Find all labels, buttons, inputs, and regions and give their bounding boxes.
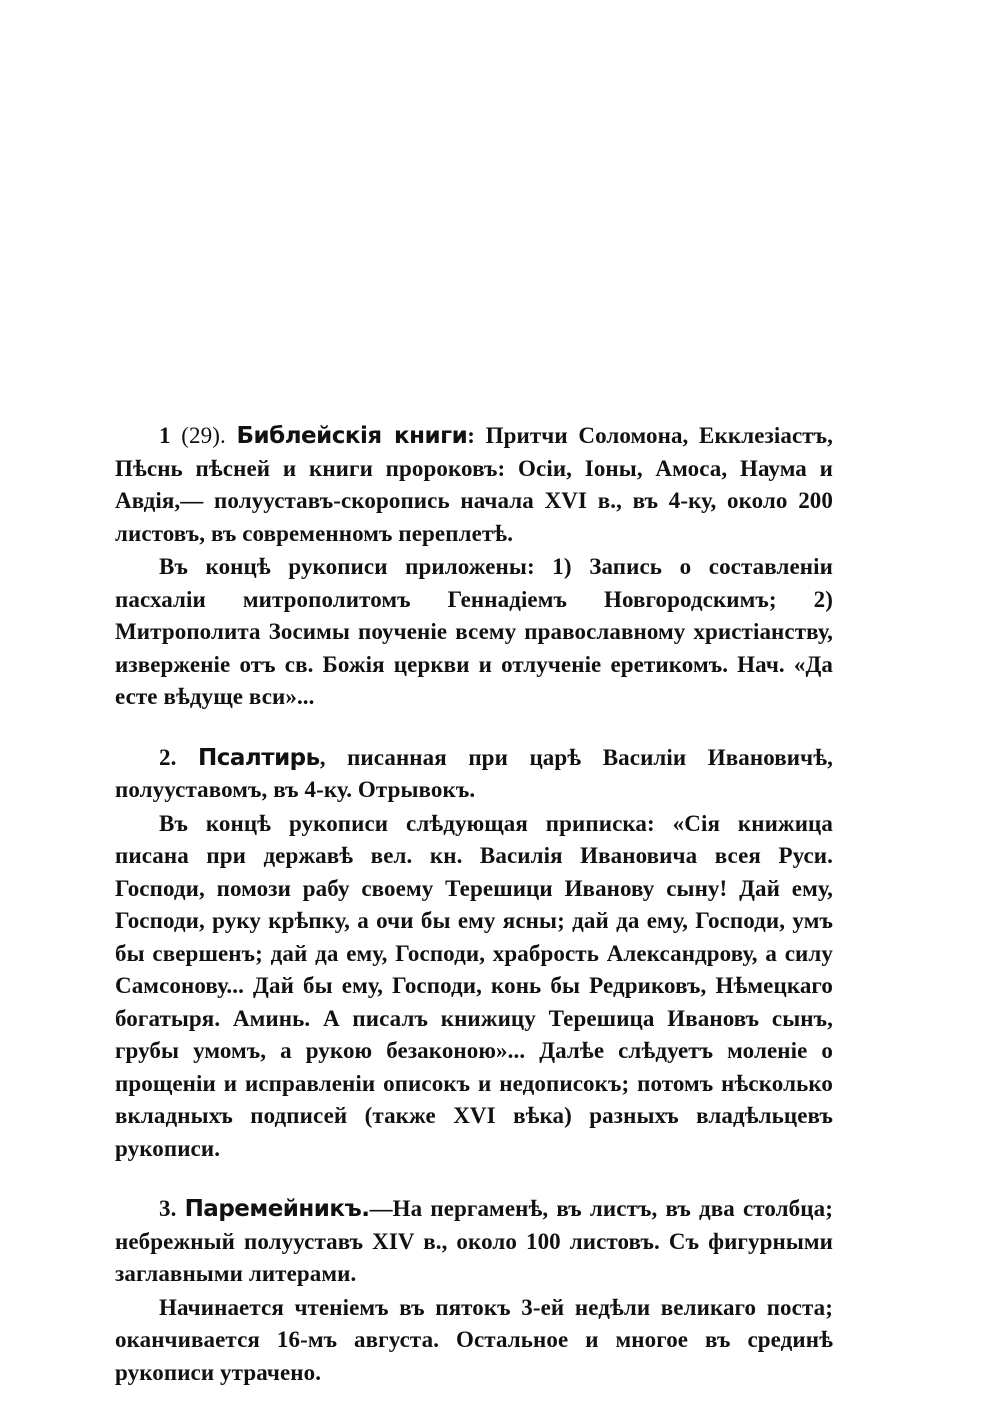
entry-2-lead-text: , писанная при царѣ Василіи Ивановичѣ, полууставомъ, въ 4-ку. Отрывокъ. — [115, 744, 833, 802]
entry-3-paragraph: Начинается чтеніемъ въ пятокъ 3-ей недѣли великаго поста; оканчивается 16-мъ августа. Остальное и многое въ срединѣ рукописи утрачено. — [115, 1294, 833, 1385]
entry-2 — [115, 742, 833, 1166]
entry-1-paragraph: Въ концѣ рукописи приложены: 1) Запись о составленіи пасхаліи митрополитомъ Геннадіемъ Новгородскимъ; 2) Митрополита Зосимы поученіе всему православному христіанству, изверженіе отъ св. Божія церкви и отлученіе еретикомъ. Нач. «Да есте вѣдуще вси»... — [115, 554, 833, 709]
entry-2-heading: Псалтирь — [197, 744, 320, 771]
entry-3-lead-text: —На пергаменѣ, въ листъ, въ два столбца; небрежный полууставъ XIV в., около 100 листовъ. Съ фигурными заглавными литерами. — [115, 1196, 833, 1286]
entry-1 — [115, 420, 833, 714]
document-page — [115, 420, 833, 1417]
entry-1-number-suffix: (29). — [170, 423, 237, 448]
entry-3-heading: Паремейникъ. — [184, 1196, 370, 1222]
entry-3-lead — [115, 1193, 833, 1291]
entry-1-lead-text: : Притчи Соломона, Екклезіастъ, Пѣснь пѣсней и книги пророковъ: Осіи, Іоны, Амоса, Наума и Авдія,— полууставъ-скоропись начала XVI в., въ 4-ку, около 200 листовъ, въ современномъ переплетѣ. — [115, 423, 834, 546]
entry-1-heading: Библейскія книги — [236, 423, 468, 449]
entry-2-number: 2. — [159, 744, 177, 770]
entry-1-lead — [115, 420, 833, 550]
entry-1-number: 1 — [159, 423, 171, 448]
entry-3 — [115, 1193, 833, 1389]
entry-2-lead — [115, 742, 833, 807]
entry-2-paragraph: Въ концѣ рукописи слѣдующая приписка: «Сія книжица писана при державѣ вел. кн. Василія Ивановича всея Руси. Господи, помози рабу своему Терешици Иванову сыну! Дай ему, Господи, руку крѣпку, а очи бы ему ясны; дай да ему, Господи, умъ бы свершенъ; дай да ему, Господи, храбрость Александрову, а силу Самсонову... Дай бы ему, Господи, конь бы Редриковъ, Нѣмецкаго богатыря. Аминь. А писалъ книжицу Терешица Ивановъ сынъ, грубы умомъ, а рукою безаконою»... Далѣе слѣдуетъ моленіе о прощеніи и исправленіи описокъ и недописокъ; потомъ нѣсколько вкладныхъ подписей (также XVI вѣка) разныхъ владѣльцевъ рукописи. — [115, 810, 833, 1161]
entry-3-number: 3. — [159, 1196, 177, 1221]
